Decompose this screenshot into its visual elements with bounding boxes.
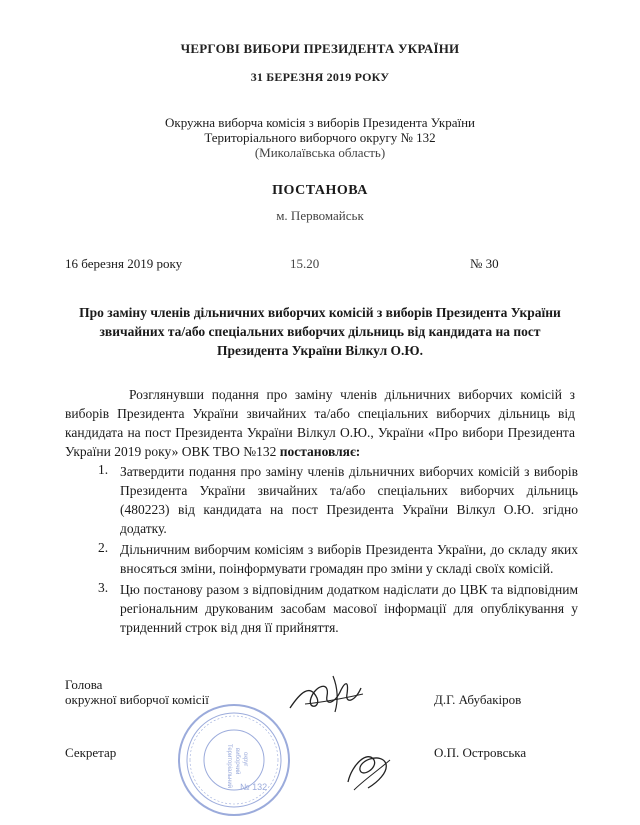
- document-time: 15.20: [290, 256, 320, 271]
- commission-line1: Окружна виборча комісія з виборів Президента України: [164, 115, 475, 130]
- commission-line3: (Миколаївська область): [254, 145, 386, 160]
- commission-line2: Територіального виборчого округу № 132: [204, 130, 436, 145]
- intro-paragraph: [65, 385, 575, 461]
- svg-text:№ 132: № 132: [240, 782, 268, 792]
- item-text: Цю постанову разом з відповідним додатком надіслати до ЦВК та відповідним регіональним друкованим засобам масової інформації для опублікування у триденний строк від дня її прийняття.: [120, 582, 578, 635]
- stamp-seal: [179, 705, 289, 815]
- document-type: ПОСТАНОВА: [272, 183, 368, 198]
- intro-decision: постановляє:: [279, 444, 361, 459]
- svg-text:округ: округ: [242, 752, 248, 767]
- item-number: 1.: [98, 462, 109, 477]
- decision-list: [98, 462, 578, 637]
- head-signature: [285, 668, 365, 718]
- secretary-label: Секретар: [65, 745, 117, 760]
- item-number: 2.: [98, 540, 109, 555]
- head-commission-label: окружної виборчої комісії: [65, 692, 209, 707]
- secretary-signature: [338, 742, 398, 794]
- title-line2: звичайних та/або спеціальних виборчих дільниць від кандидата на пост: [99, 324, 541, 339]
- document-number: № 30: [470, 256, 499, 271]
- commission-stamp: [176, 702, 292, 818]
- list-item: [98, 540, 578, 578]
- item-text: Дільничним виборчим комісіям з виборів Президента України, до складу яких вносяться зміни, поінформувати громадян про зміни у складі своїх комісій.: [120, 542, 578, 576]
- intro-text: Розглянувши подання про заміну членів дільничних виборчих комісій з виборів Президента України звичайних та/або спеціальних виборчих дільниць від кандидата на пост Президента України Вілкул О.Ю., України «Про вибори Президента України 2019 року» ОВК ТВО №132: [65, 387, 575, 459]
- title-line3: Президента України Вілкул О.Ю.: [217, 343, 423, 358]
- secretary-name: О.П. Островська: [434, 745, 527, 760]
- head-label: Голова: [65, 677, 103, 692]
- title-line1: Про заміну членів дільничних виборчих комісій з виборів Президента України: [79, 305, 561, 320]
- item-number: 3.: [98, 580, 109, 595]
- election-title: ЧЕРГОВІ ВИБОРИ ПРЕЗИДЕНТА УКРАЇНИ: [180, 41, 460, 56]
- list-item: [98, 580, 578, 637]
- list-item: [98, 462, 578, 538]
- city: м. Первомайськ: [276, 208, 364, 223]
- election-date: 31 БЕРЕЗНЯ 2019 РОКУ: [250, 70, 390, 84]
- head-name: Д.Г. Абубакіров: [434, 692, 522, 707]
- document-date: 16 березня 2019 року: [65, 256, 183, 271]
- svg-text:виборчий: виборчий: [234, 748, 240, 775]
- item-text: Затвердити подання про заміну членів дільничних виборчих комісій з виборів Президента України звичайних та/або спеціальних виборчих дільниць (480223) від кандидата на пост Президента України Вілкул О.Ю. згідно додатку.: [120, 464, 578, 536]
- svg-text:Територіальний: Територіальний: [226, 744, 232, 789]
